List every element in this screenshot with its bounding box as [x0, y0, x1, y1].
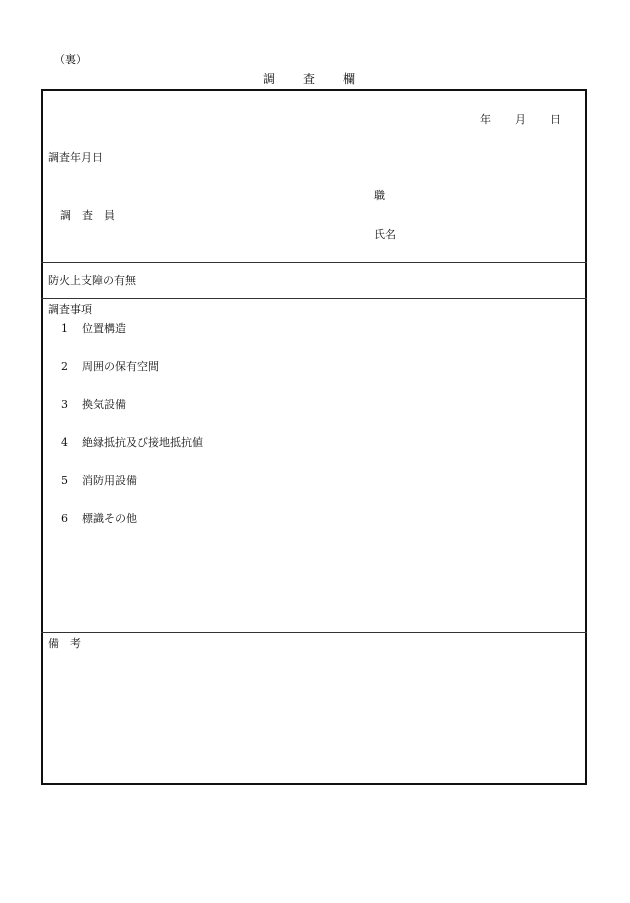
date-year-label: 年 — [480, 113, 491, 126]
page-title: 調査欄 — [263, 72, 384, 86]
survey-date-label: 調査年月日 — [48, 151, 103, 164]
divider-line — [41, 298, 587, 299]
survey-item-num: 2 — [61, 360, 68, 373]
survey-item-num: 4 — [61, 436, 68, 449]
survey-item-label: 消防用設備 — [82, 474, 137, 487]
survey-item-num: 3 — [61, 398, 68, 411]
survey-item-label: 周囲の保有空間 — [82, 360, 159, 373]
surveyor-label: 調 査 員 — [60, 209, 115, 222]
page-side-label: （裏） — [54, 53, 87, 66]
surveyor-position-label: 職 — [374, 189, 385, 202]
survey-item-label: 位置構造 — [82, 322, 126, 335]
date-month-label: 月 — [515, 113, 526, 126]
survey-item-num: 6 — [61, 512, 68, 525]
divider-line — [41, 632, 587, 633]
survey-item-label: 標識その他 — [82, 512, 137, 525]
surveyor-name-label: 氏名 — [374, 228, 396, 241]
survey-item-num: 1 — [61, 322, 68, 335]
survey-item-num: 5 — [61, 474, 68, 487]
survey-item-label: 絶縁抵抗及び接地抵抗値 — [82, 436, 203, 449]
fire-prevention-label: 防火上支障の有無 — [48, 274, 136, 287]
survey-item-label: 換気設備 — [82, 398, 126, 411]
date-day-label: 日 — [550, 113, 561, 126]
survey-items-heading: 調査事項 — [48, 303, 92, 316]
remarks-label: 備 考 — [48, 637, 81, 650]
divider-line — [41, 262, 587, 263]
